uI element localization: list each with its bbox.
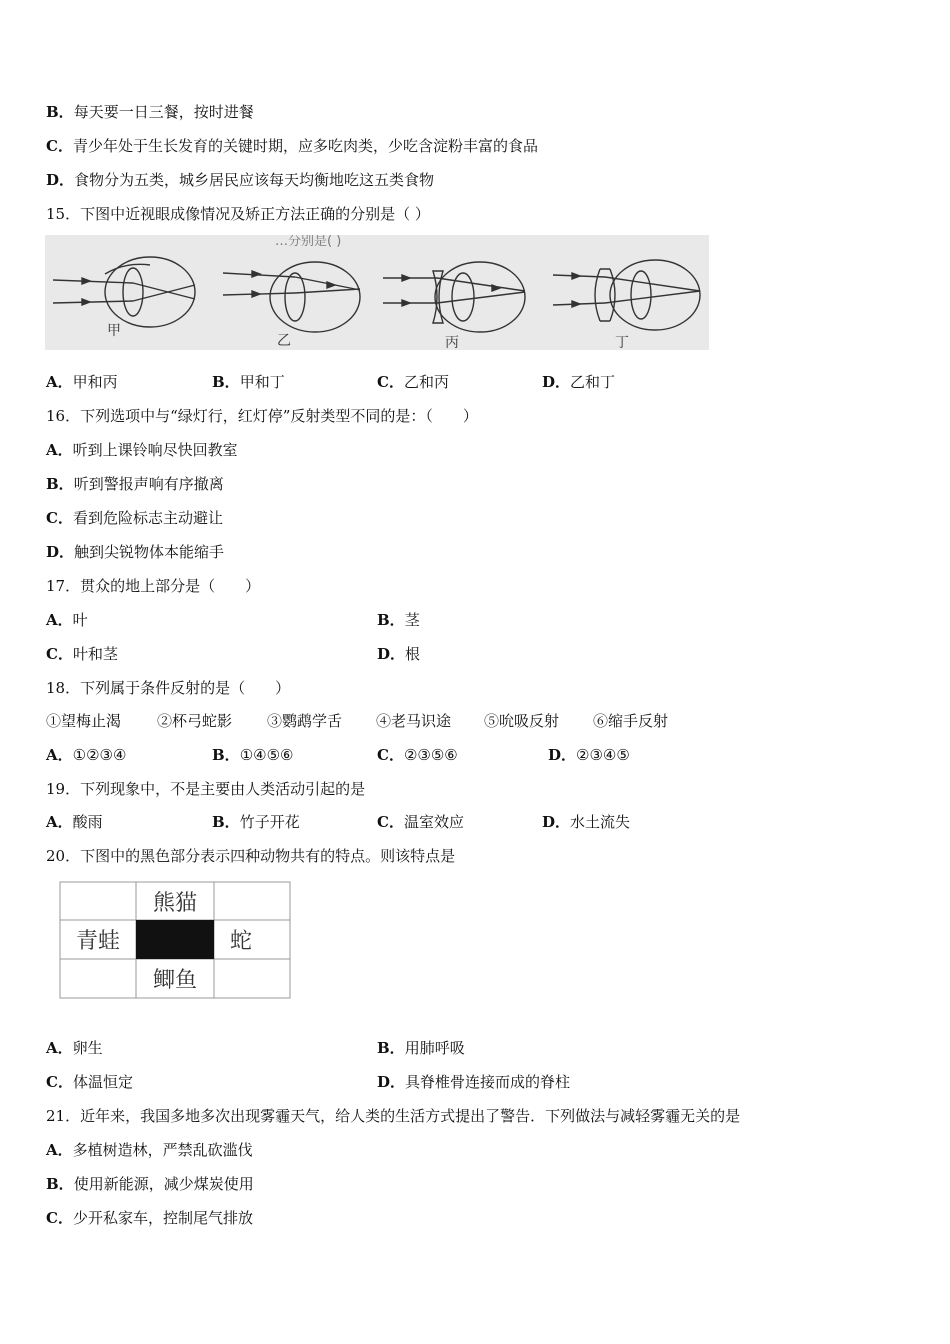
figure-caption-top: …分别是( ) [275,235,342,249]
animal-grid-figure [59,881,291,999]
q15-option-a [46,372,118,392]
eye-yi [223,262,360,332]
option-text: ②③⑤⑥ [403,746,458,764]
eye-diagram [45,235,709,350]
q18-option-c [377,745,458,765]
label-snake: 蛇 [229,929,253,954]
option-label: C． [377,813,404,831]
option-label: A． [46,1141,73,1159]
option-label: D． [542,813,571,831]
q20-option-c [46,1072,133,1092]
option-label: C． [46,1209,73,1227]
q18-item: ②杯弓蛇影 [157,712,233,730]
q14-option-b [46,102,254,122]
option-text: 用肺呼吸 [404,1039,465,1057]
label-crucian-carp: 鲫鱼 [152,968,198,993]
option-label: B． [212,373,240,391]
q19-option-d [542,812,630,832]
q15-option-c [377,372,449,392]
q18-stem: 18．下列属于条件反射的是（ ） [46,679,291,697]
option-label: D． [377,645,406,663]
option-label: C． [377,373,404,391]
option-label: D． [377,1073,406,1091]
option-label: A． [46,813,73,831]
option-label: D． [46,171,75,189]
option-text: 水土流失 [570,813,631,831]
option-text: 每天要一日三餐，按时进餐 [73,103,254,121]
option-text: ①④⑤⑥ [239,746,294,764]
q21-option-b [46,1174,254,1194]
option-text: 根 [405,645,421,663]
option-label: D． [542,373,571,391]
option-label: C． [377,746,404,764]
option-label: B． [212,813,240,831]
eye-bing [383,262,525,332]
option-text: 乙和丙 [403,373,449,391]
option-label: B． [377,611,405,629]
q18-item: ①望梅止渴 [46,712,122,730]
eye-ding [553,260,700,330]
option-label: A． [46,1039,73,1057]
option-text: 食物分为五类，城乡居民应该每天均衡地吃这五类食物 [74,171,435,189]
q16-option-d [46,542,224,562]
q20-stem: 20．下图中的黑色部分表示四种动物共有的特点。则该特点是 [46,847,456,865]
q19-option-c [377,812,464,832]
q19-option-a [46,812,103,832]
option-text: 听到警报声响有序撤离 [73,475,224,493]
option-label: B． [46,103,74,121]
q17-option-b [377,610,420,630]
q18-option-a [46,745,126,765]
option-text: 茎 [404,611,420,629]
option-text: 多植树造林，严禁乱砍滥伐 [72,1141,253,1159]
q16-stem: 16．下列选项中与“绿灯行，红灯停”反射类型不同的是：（ ） [46,407,478,425]
option-label: C． [46,137,73,155]
label-ding: 丁 [615,335,629,350]
label-panda: 熊猫 [152,891,198,916]
option-label: D． [548,746,577,764]
option-text: 竹子开花 [239,813,300,831]
q17-option-a [46,610,88,630]
label-bing: 丙 [445,335,459,350]
option-text: 体温恒定 [72,1073,133,1091]
option-text: 具脊椎骨连接而成的脊柱 [405,1073,571,1091]
q18-item: ⑤吮吸反射 [484,712,560,730]
q15-option-d [542,372,615,392]
option-label: A． [46,441,73,459]
option-text: 触到尖锐物体本能缩手 [74,543,225,561]
option-label: A． [46,373,73,391]
q16-option-a [46,440,238,460]
option-text: ①②③④ [72,746,127,764]
q14-option-c [46,136,538,156]
option-label: C． [46,509,73,527]
q21-option-c [46,1208,253,1228]
q17-option-c [46,644,118,664]
option-text: 叶和茎 [72,645,118,663]
option-text: ②③④⑤ [576,746,630,764]
q16-option-c [46,508,223,528]
option-label: C． [46,1073,73,1091]
q18-item: ④老马识途 [376,712,452,730]
option-text: 甲和丁 [239,373,285,391]
q18-item: ③鹦鹉学舌 [267,712,343,730]
option-label: B． [212,746,240,764]
q20-option-b [377,1038,465,1058]
q21-stem: 21．近年来，我国多地多次出现雾霾天气，给人类的生活方式提出了警告．下列做法与减轻雾霾无关的是 [46,1107,741,1125]
q21-option-a [46,1140,253,1160]
label-yi: 乙 [277,333,291,349]
label-frog: 青蛙 [75,929,121,954]
q19-stem: 19．下列现象中，不是主要由人类活动引起的是 [46,780,366,798]
option-label: A． [46,746,73,764]
q18-item: ⑥缩手反射 [593,712,669,730]
option-label: B． [46,475,74,493]
option-text: 乙和丁 [570,373,616,391]
label-jia: 甲 [107,323,121,339]
option-text: 温室效应 [403,813,464,831]
option-text: 使用新能源，减少煤炭使用 [73,1175,254,1193]
option-text: 看到危险标志主动避让 [72,509,223,527]
option-text: 卵生 [72,1039,103,1057]
q20-option-a [46,1038,103,1058]
q18-option-d [548,745,630,765]
option-text: 甲和丙 [72,373,118,391]
q15-option-b [212,372,285,392]
q17-stem: 17．贯众的地上部分是（ ） [46,577,261,595]
option-label: B． [377,1039,405,1057]
q16-option-b [46,474,224,494]
option-text: 叶 [72,611,88,629]
animal-grid [59,881,291,999]
q20-option-d [377,1072,570,1092]
q18-option-b [212,745,293,765]
option-label: C． [46,645,73,663]
q17-option-d [377,644,420,664]
eye-jia [53,257,195,327]
option-label: D． [46,543,75,561]
eye-diagram-figure [45,235,709,350]
option-text: 少开私家车，控制尾气排放 [72,1209,253,1227]
q19-option-b [212,812,300,832]
option-text: 酸雨 [72,813,103,831]
option-label: B． [46,1175,74,1193]
q15-stem: 15．下图中近视眼成像情况及矫正方法正确的分别是（ ） [46,205,430,223]
shared-feature-cell [136,920,214,959]
option-text: 青少年处于生长发育的关键时期，应多吃肉类，少吃含淀粉丰富的食品 [72,137,538,155]
option-label: A． [46,611,73,629]
q14-option-d [46,170,434,190]
option-text: 听到上课铃响尽快回教室 [72,441,238,459]
